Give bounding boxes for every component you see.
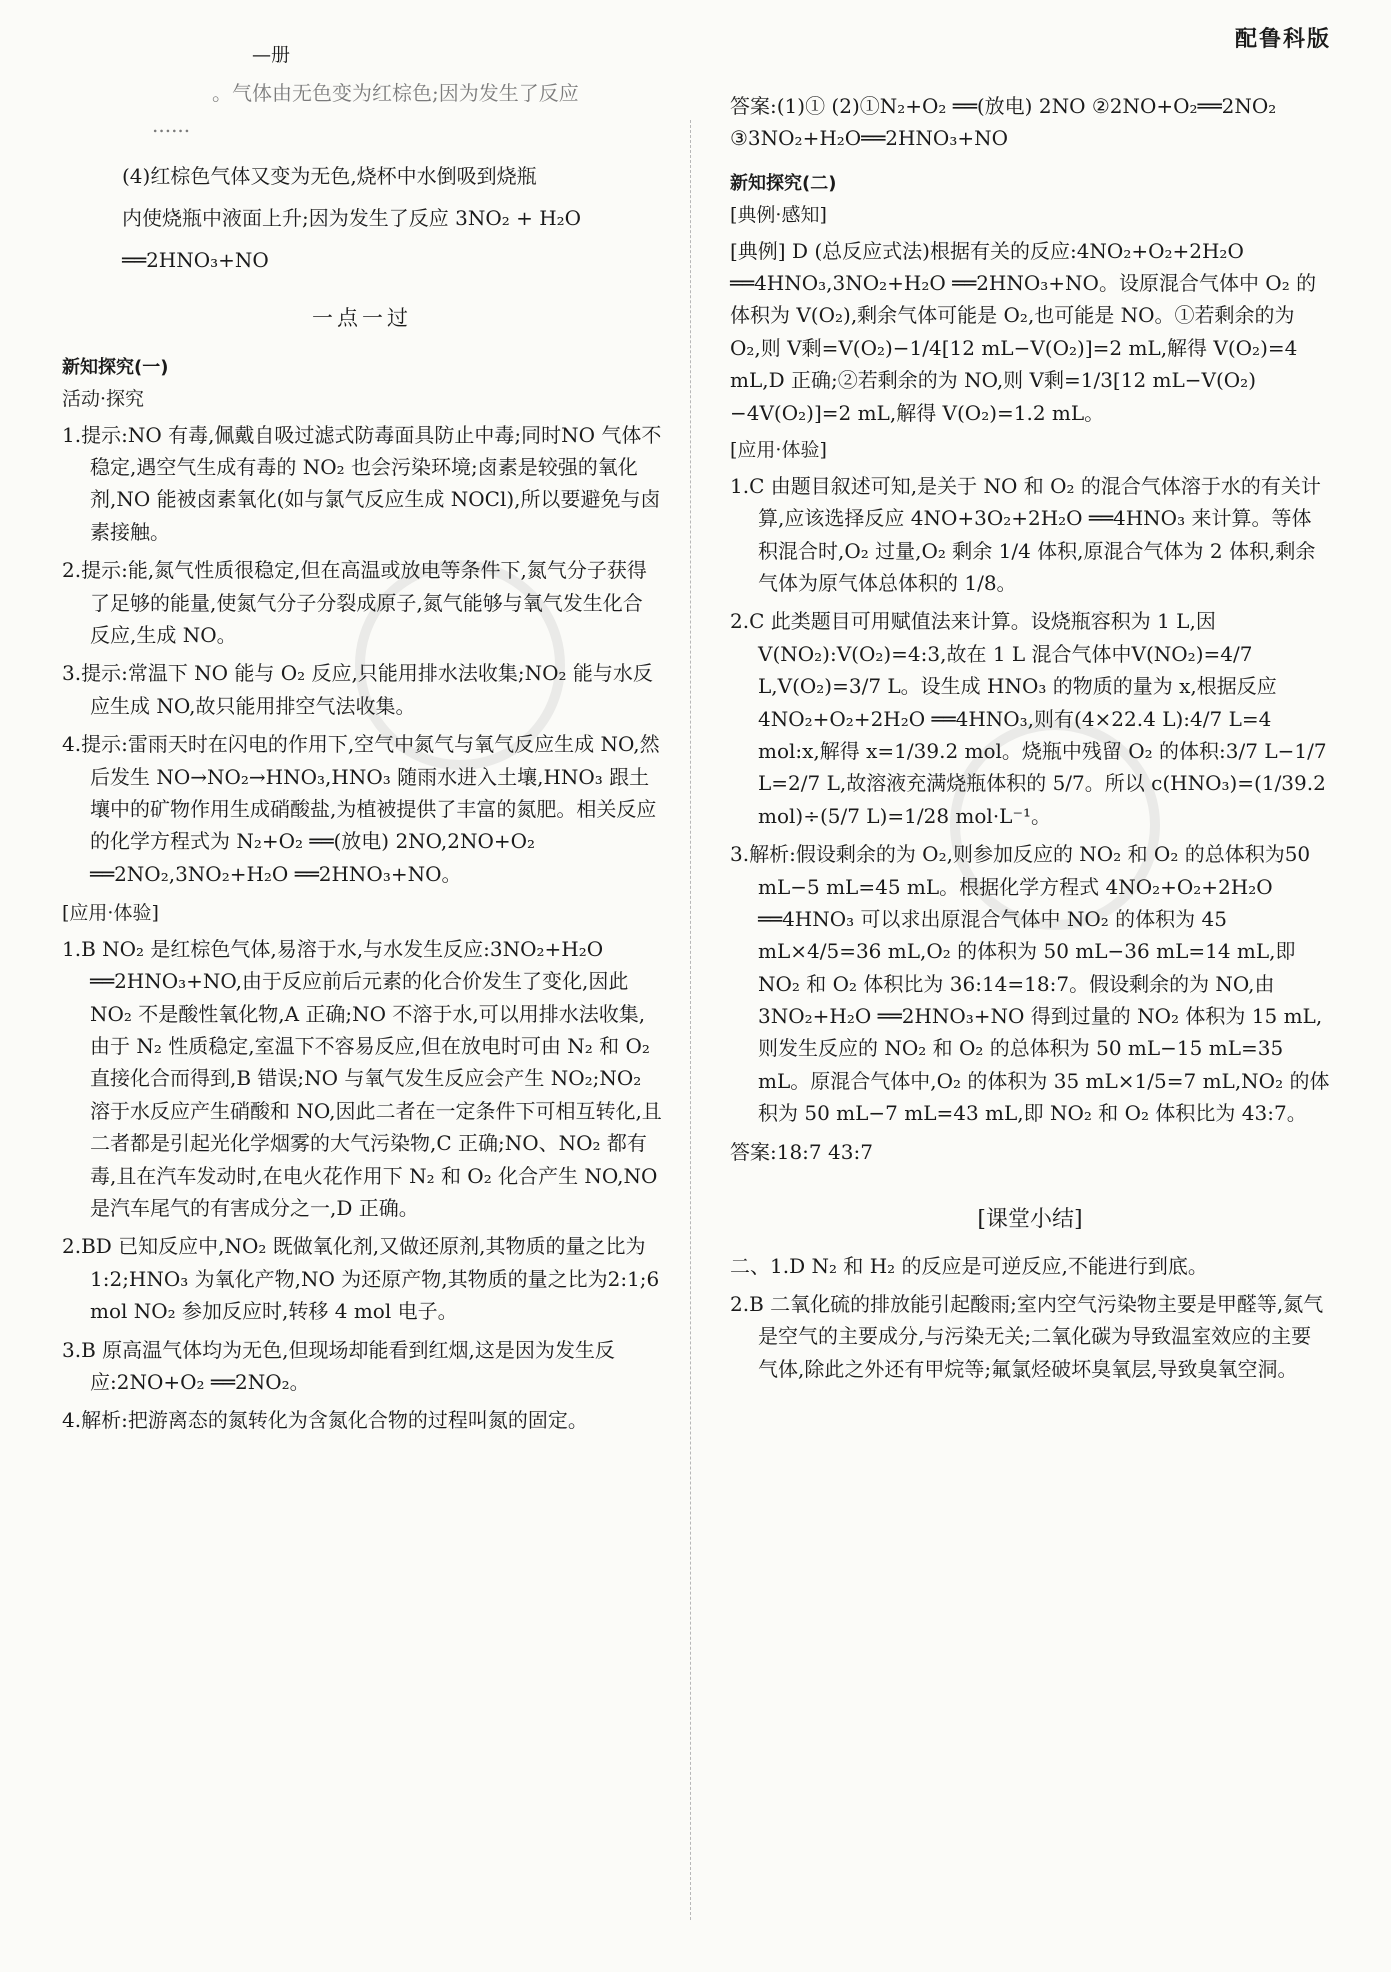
apply-list	[62, 933, 662, 1437]
typical-title: [典例·感知]	[730, 203, 827, 226]
top-fragment	[62, 77, 662, 277]
fragment-line: ══2HNO₃+NO	[122, 248, 269, 273]
right-column	[730, 90, 1330, 1391]
list-item: 4.提示:雷雨天时在闪电的作用下,空气中氮气与氧气反应生成 NO,然后发生 NO→NO₂→HNO₃,HNO₃ 随雨水进入土壤,HNO₃ 跟土壤中的矿物作用生成硝酸盐,为植被提供了丰富的氮肥。相关反应的化学方程式为 N₂+O₂ ══(放电) 2NO,2NO+O₂ ══2NO₂,3NO₂+H₂O ══2HNO₃+NO。	[62, 732, 660, 886]
list-item: 3.解析:假设剩余的为 O₂,则参加反应的 NO₂ 和 O₂ 的总体积为50 mL−5 mL=45 mL。根据化学方程式 4NO₂+O₂+2H₂O ══4HNO₃ 可以求出原混合气体中 NO₂ 的体积为 45 mL×4/5=36 mL,O₂ 的体积为 50 mL−36 mL=14 mL,即 NO₂ 和 O₂ 体积比为 36:14=18:7。假设剩余的为 NO,由 3NO₂+H₂O ══2HNO₃+NO 得到过量的 NO₂ 体积为 15 mL,则发生反应的 NO₂ 和 O₂ 的总体积为 50 mL−15 mL=35 mL。原混合气体中,O₂ 的体积为 35 mL×1/5=7 mL,NO₂ 的体积为 50 mL−7 mL=43 mL,即 NO₂ 和 O₂ 体积比为 43:7。	[730, 842, 1330, 1126]
list-item: 3.B 原高温气体均为无色,但现场却能看到红烟,这是因为发生反应:2NO+O₂ ══2NO₂。	[62, 1337, 615, 1394]
brand-label: 配鲁科版	[1234, 27, 1331, 52]
list-item: 3.提示:常温下 NO 能与 O₂ 反应,只能用排水法收集;NO₂ 能与水反应生成 NO,故只能用排空气法收集。	[62, 661, 653, 718]
list-item: 1.C 由题目叙述可知,是关于 NO 和 O₂ 的混合气体溶于水的有关计算,应该选择反应 4NO+3O₂+2H₂O ══4HNO₃ 来计算。等体积混合时,O₂ 过量,O₂ 剩余 1/4 体积,原混合气体为 2 体积,剩余气体为原气体总体积的 1/8。	[730, 473, 1321, 595]
list-item: 2.BD 已知反应中,NO₂ 既做氧化剂,又做还原剂,其物质的量之比为 1:2;HNO₃ 为氧化产物,NO 为还原产物,其物质的量之比为2:1;6 mol NO₂ 参加反应时,转移 4 mol 电子。	[62, 1234, 660, 1324]
fragment-line: (4)红棕色气体又变为无色,烧杯中水倒吸到烧瓶	[122, 163, 537, 188]
activity-title: 活动·探究	[62, 387, 145, 410]
fragment-line: ......	[152, 113, 191, 138]
answer-bottom: 答案:18:7 43:7	[730, 1139, 873, 1164]
list-item: 2.C 此类题目可用赋值法来计算。设烧瓶容积为 1 L,因 V(NO₂):V(O₂)=4:3,故在 1 L 混合气体中V(NO₂)=4/7 L,V(O₂)=3/7 L。设生成 HNO₃ 的物质的量为 x,根据反应 4NO₂+O₂+2H₂O ══4HNO₃,则有(4×22.4 L):4/7 L=4 mol:x,解得 x=1/39.2 mol。烧瓶中残留 O₂ 的体积:3/7 L−1/7 L=2/7 L,故溶液充满烧瓶体积的 5/7。所以 c(HNO₃)=(1/39.2 mol)÷(5/7 L)=1/28 mol·L⁻¹。	[730, 609, 1327, 828]
apply2-list	[730, 470, 1330, 1130]
left-title: —册	[252, 44, 291, 66]
column-divider	[690, 120, 691, 1920]
section-title: 一点一过	[312, 305, 412, 330]
apply-title: [应用·体验]	[62, 902, 159, 925]
summary-list	[730, 1250, 1330, 1386]
summary-title: [课堂小结]	[977, 1207, 1083, 1233]
apply2-title: [应用·体验]	[730, 439, 827, 462]
typical-example: [典例] D (总反应式法)根据有关的反应:4NO₂+O₂+2H₂O ══4HNO₃,3NO₂+H₂O ══2HNO₃+NO。设原混合气体中 O₂ 的体积为 V(O₂),剩余气体可能是 O₂,也可能是 NO。①若剩余的为 O₂,则 V剩=V(O₂)−1/4[12 mL−V(O₂)]=2 mL,解得 V(O₂)=4 mL,D 正确;②若剩余的为 NO,则 V剩=1/3[12 mL−V(O₂)−4V(O₂)]=2 mL,解得 V(O₂)=1.2 mL。	[730, 238, 1317, 425]
answer-top: 答案:(1)① (2)①N₂+O₂ ══(放电) 2NO ②2NO+O₂══2NO₂ ③3NO₂+H₂O══2HNO₃+NO	[730, 94, 1277, 151]
fragment-line: 。气体由无色变为红棕色;因为发生了反应	[212, 80, 579, 105]
activity-list	[62, 419, 662, 890]
list-item: 4.解析:把游离态的氮转化为含氮化合物的过程叫氮的固定。	[62, 1408, 588, 1433]
list-item: 二、1.D N₂ 和 H₂ 的反应是可逆反应,不能进行到底。	[730, 1253, 1208, 1278]
list-item: 2.B 二氧化硫的排放能引起酸雨;室内空气污染物主要是甲醛等,氮气是空气的主要成分,与污染无关;二氧化碳为导致温室效应的主要气体,除此之外还有甲烷等;氟氯烃破坏臭氧层,导致臭氧空洞。	[730, 1292, 1324, 1381]
list-item: 1.B NO₂ 是红棕色气体,易溶于水,与水发生反应:3NO₂+H₂O ══2HNO₃+NO,由于反应前后元素的化合价发生了变化,因此 NO₂ 不是酸性氧化物,A 正确;NO 不溶于水,可以用排水法收集,由于 N₂ 性质稳定,室温下不容易反应,但在放电时可由 N₂ 和 O₂ 直接化合而得到,B 错误;NO 与氧气发生反应会产生 NO₂;NO₂ 溶于水反应产生硝酸和 NO,因此二者在一定条件下可相互转化,且二者都是引起光化学烟雾的大气污染物,C 正确;NO、NO₂ 都有毒,且在汽车发动时,在电火花作用下 N₂ 和 O₂ 化合产生 NO,NO 是汽车尾气的有害成分之一,D 正确。	[62, 936, 662, 1221]
list-item: 2.提示:能,氮气性质很稳定,但在高温或放电等条件下,氮气分子获得了足够的能量,使氮气分子分裂成原子,氮气能够与氧气发生化合反应,生成 NO。	[62, 558, 647, 647]
fragment-line: 内使烧瓶中液面上升;因为发生了反应 3NO₂ + H₂O	[122, 205, 582, 230]
list-item: 1.提示:NO 有毒,佩戴自吸过滤式防毒面具防止中毒;同时NO 气体不稳定,遇空气生成有毒的 NO₂ 也会污染环境;卤素是较强的氧化剂,NO 能被卤素氧化(如与氯气反应生成 NOCl),所以要避免与卤素接触。	[62, 422, 662, 544]
explore-title: 新知探究(一)	[62, 356, 169, 378]
explore2-title: 新知探究(二)	[730, 172, 837, 194]
left-column	[62, 40, 662, 1443]
